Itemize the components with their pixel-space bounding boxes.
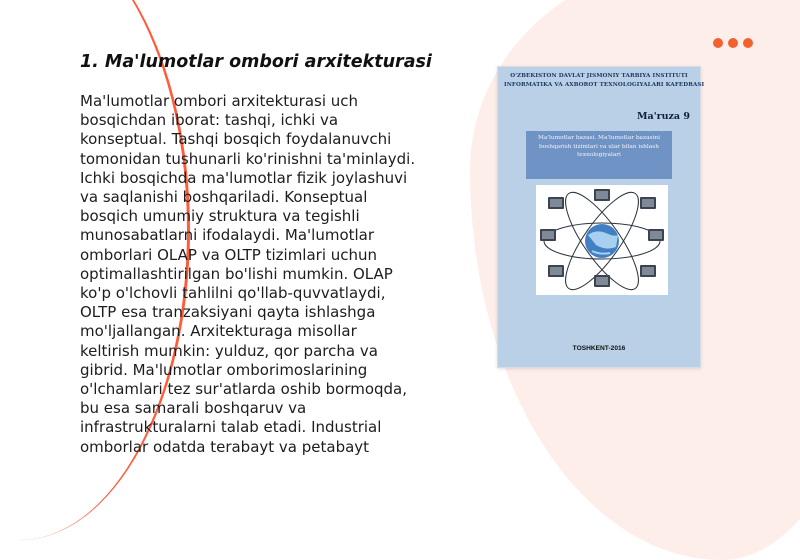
body-line: Ichki bosqichda ma'lumotlar fizik joylashuvi	[80, 168, 408, 187]
body-line: Ma'lumotlar ombori arxitekturasi uch	[80, 92, 359, 110]
body-line: omborlar odatda terabayt va petabayt	[80, 437, 370, 456]
slide-body	[80, 92, 425, 457]
body-line: ko'p o'lchovli tahlilni qo'llab-quvvatlaydi,	[80, 284, 386, 303]
body-line: bu esa samarali boshqaruv va	[80, 399, 307, 418]
cover-institute: O'ZBEKISTON DAVLAT JISMONIY TARBIYA INSTITUTI	[510, 73, 688, 79]
dot	[728, 38, 738, 48]
network-globe-illustration	[536, 185, 668, 295]
slide-title: 1. Ma'lumotlar ombori arxitekturasi	[80, 52, 432, 72]
cover-lecture-number: Ma'ruza 9	[637, 111, 690, 122]
menu-dots-icon[interactable]	[713, 38, 753, 48]
lecture-cover-image	[497, 66, 705, 368]
cover-city-year: TOSHKENT-2016	[572, 345, 626, 352]
body-line: o'lchamlari tez sur'atlarda oshib bormoqda,	[80, 380, 408, 399]
body-line: optimallashtirilgan bo'lishi mumkin. OLAP	[80, 264, 393, 283]
cover-department: INFORMATIKA VA AXBOROT TEXNOLOGIYALARI KAFEDRASI	[504, 82, 705, 88]
body-line: va saqlanishi boshqariladi. Konseptual	[80, 188, 368, 207]
body-line: mo'ljallangan. Arxitekturaga misollar	[80, 322, 357, 341]
body-line: OLTP esa tranzaksiyani qayta ishlashga	[80, 303, 376, 322]
body-line: infrastrukturalarni talab etadi. Industrial	[80, 418, 382, 437]
body-line: konseptual. Tashqi bosqich foydalanuvchi	[80, 130, 392, 149]
body-line: munosabatlarni ifodalaydi. Ma'lumotlar	[80, 226, 375, 245]
body-line: gibrid. Ma'lumotlar omborimoslarining	[80, 360, 368, 379]
dot	[743, 38, 753, 48]
cover-topic: Ma'lumotlar bazasi. Ma'lumotlar bazasini boshqarish tizimlari va ular bilan ishlash texnologiyalari	[526, 131, 672, 179]
body-line: keltirish mumkin: yulduz, qor parcha va	[80, 341, 378, 360]
dot	[713, 38, 723, 48]
body-line: omborlari OLAP va OLTP tizimlari uchun	[80, 245, 378, 264]
body-line: bosqichdan iborat: tashqi, ichki va	[80, 111, 339, 130]
body-line: bosqich umumiy struktura va tegishli	[80, 207, 360, 226]
body-line: tomonidan tushunarli ko'rinishni ta'minlaydi.	[80, 149, 416, 168]
